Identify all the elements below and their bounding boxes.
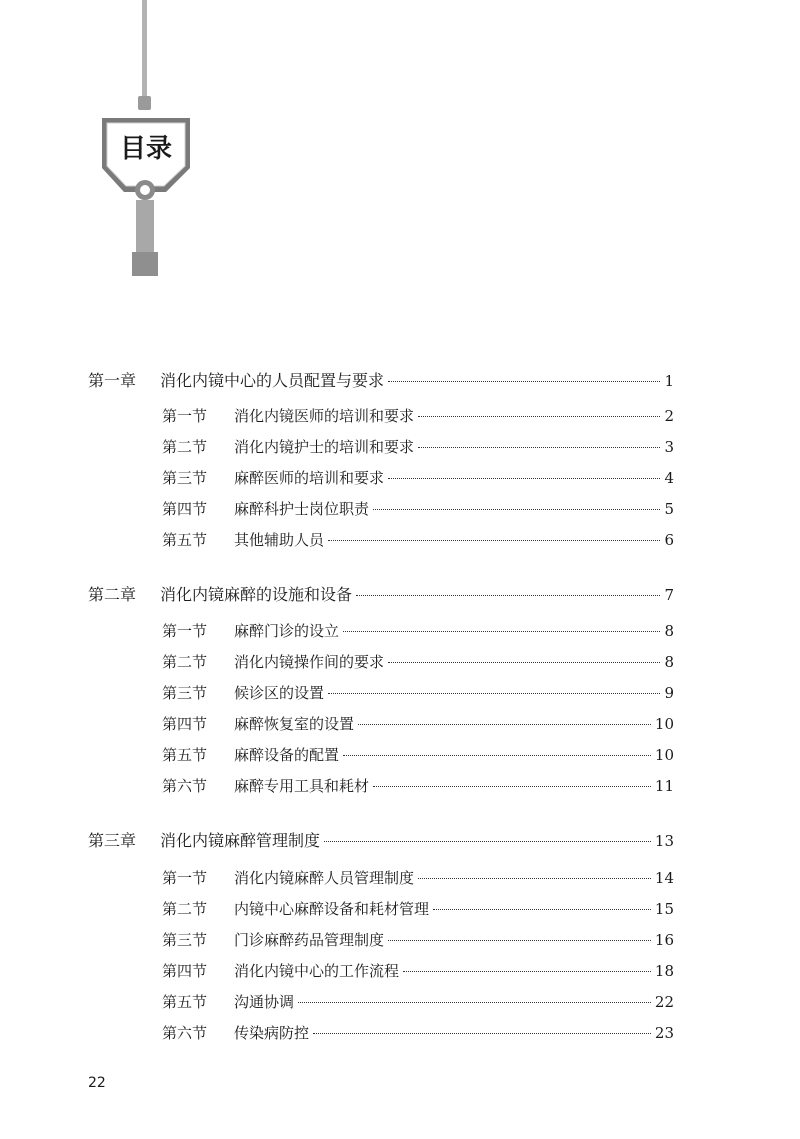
section-number: 第五节 [162, 993, 208, 1011]
section-title: 消化内镜麻醉人员管理制度 [234, 869, 415, 887]
section-title: 麻醉专用工具和耗材 [234, 777, 370, 795]
toc-section[interactable] [162, 991, 674, 1012]
chapter-number: 第一章 [88, 371, 137, 390]
section-title: 候诊区的设置 [234, 684, 325, 702]
section-title: 麻醉恢复室的设置 [234, 715, 355, 733]
page-number: 9 [664, 684, 674, 702]
section-number: 第二节 [162, 438, 208, 456]
toc-section[interactable] [162, 529, 674, 550]
section-title: 麻醉门诊的设立 [234, 622, 340, 640]
toc-section[interactable] [162, 713, 674, 734]
page-number: 7 [664, 586, 674, 604]
section-title: 消化内镜中心的工作流程 [234, 962, 400, 980]
page-number: 2 [664, 407, 674, 425]
leader-dots [388, 478, 660, 479]
page-number: 8 [664, 622, 674, 640]
section-title: 麻醉科护士岗位职责 [234, 500, 370, 518]
section-title: 消化内镜护士的培训和要求 [234, 438, 415, 456]
page-number: 10 [654, 715, 674, 733]
chapter-number: 第三章 [88, 831, 137, 850]
toc-section[interactable] [162, 960, 674, 981]
chapter-number: 第二章 [88, 585, 137, 604]
section-number: 第六节 [162, 777, 208, 795]
section-title: 麻醉设备的配置 [234, 746, 340, 764]
page-number: 5 [664, 500, 674, 518]
toc-section[interactable] [162, 436, 674, 457]
section-title: 麻醉医师的培训和要求 [234, 469, 385, 487]
toc-section[interactable] [162, 867, 674, 888]
section-number: 第一节 [162, 407, 208, 425]
leader-dots [388, 940, 651, 941]
page-number: 10 [654, 746, 674, 764]
page-number: 22 [654, 993, 674, 1011]
section-title: 其他辅助人员 [234, 531, 325, 549]
section-number: 第一节 [162, 622, 208, 640]
section-number: 第一节 [162, 869, 208, 887]
chapter-title: 消化内镜麻醉管理制度 [160, 831, 321, 850]
toc-chapter-2[interactable] [88, 582, 674, 605]
leader-dots [324, 841, 651, 842]
leader-dots [328, 693, 660, 694]
section-title: 内镜中心麻醉设备和耗材管理 [234, 900, 430, 918]
toc-chapter-1[interactable] [88, 368, 674, 391]
section-number: 第二节 [162, 900, 208, 918]
leader-dots [388, 662, 660, 663]
section-title: 消化内镜操作间的要求 [234, 653, 385, 671]
toc-heading: 目录 [119, 134, 172, 164]
leader-dots [298, 1002, 651, 1003]
toc-chapter-3[interactable] [88, 828, 674, 851]
toc-section[interactable] [162, 620, 674, 641]
page-number: 4 [664, 469, 674, 487]
leader-dots [433, 909, 651, 910]
section-number: 第六节 [162, 1024, 208, 1042]
page-number: 15 [654, 900, 674, 918]
leader-dots [403, 971, 651, 972]
toc-section[interactable] [162, 744, 674, 765]
page-number: 23 [654, 1024, 674, 1042]
section-number: 第三节 [162, 931, 208, 949]
leader-dots [388, 381, 660, 382]
page-number: 16 [654, 931, 674, 949]
section-number: 第四节 [162, 715, 208, 733]
leader-dots [328, 540, 660, 541]
section-number: 第三节 [162, 684, 208, 702]
leader-dots [313, 1033, 651, 1034]
chapter-title: 消化内镜中心的人员配置与要求 [160, 371, 385, 390]
leader-dots [418, 878, 651, 879]
toc-section[interactable] [162, 775, 674, 796]
folio-page-number: 22 [88, 1075, 106, 1091]
leader-dots [358, 724, 651, 725]
toc-section[interactable] [162, 651, 674, 672]
toc-section[interactable] [162, 929, 674, 950]
toc-section[interactable] [162, 1022, 674, 1043]
toc-section[interactable] [162, 898, 674, 919]
leader-dots [418, 447, 660, 448]
page-number: 14 [654, 869, 674, 887]
section-number: 第四节 [162, 962, 208, 980]
section-title: 沟通协调 [234, 993, 295, 1011]
section-title: 传染病防控 [234, 1024, 310, 1042]
section-number: 第四节 [162, 500, 208, 518]
toc-section[interactable] [162, 405, 674, 426]
page-number: 8 [664, 653, 674, 671]
toc-section[interactable] [162, 682, 674, 703]
leader-dots [373, 509, 660, 510]
leader-dots [343, 755, 651, 756]
section-title: 门诊麻醉药品管理制度 [234, 931, 385, 949]
chapter-title: 消化内镜麻醉的设施和设备 [160, 585, 353, 604]
toc-section[interactable] [162, 467, 674, 488]
section-number: 第二节 [162, 653, 208, 671]
leader-dots [356, 595, 660, 596]
section-number: 第三节 [162, 469, 208, 487]
page-number: 6 [664, 531, 674, 549]
page-number: 13 [654, 832, 674, 850]
section-number: 第五节 [162, 531, 208, 549]
toc-section[interactable] [162, 498, 674, 519]
page-number: 3 [664, 438, 674, 456]
page-number: 1 [664, 372, 674, 390]
leader-dots [418, 416, 660, 417]
page-number: 18 [654, 962, 674, 980]
leader-dots [373, 786, 651, 787]
section-title: 消化内镜医师的培训和要求 [234, 407, 415, 425]
page-number: 11 [654, 777, 674, 795]
leader-dots [343, 631, 660, 632]
section-number: 第五节 [162, 746, 208, 764]
